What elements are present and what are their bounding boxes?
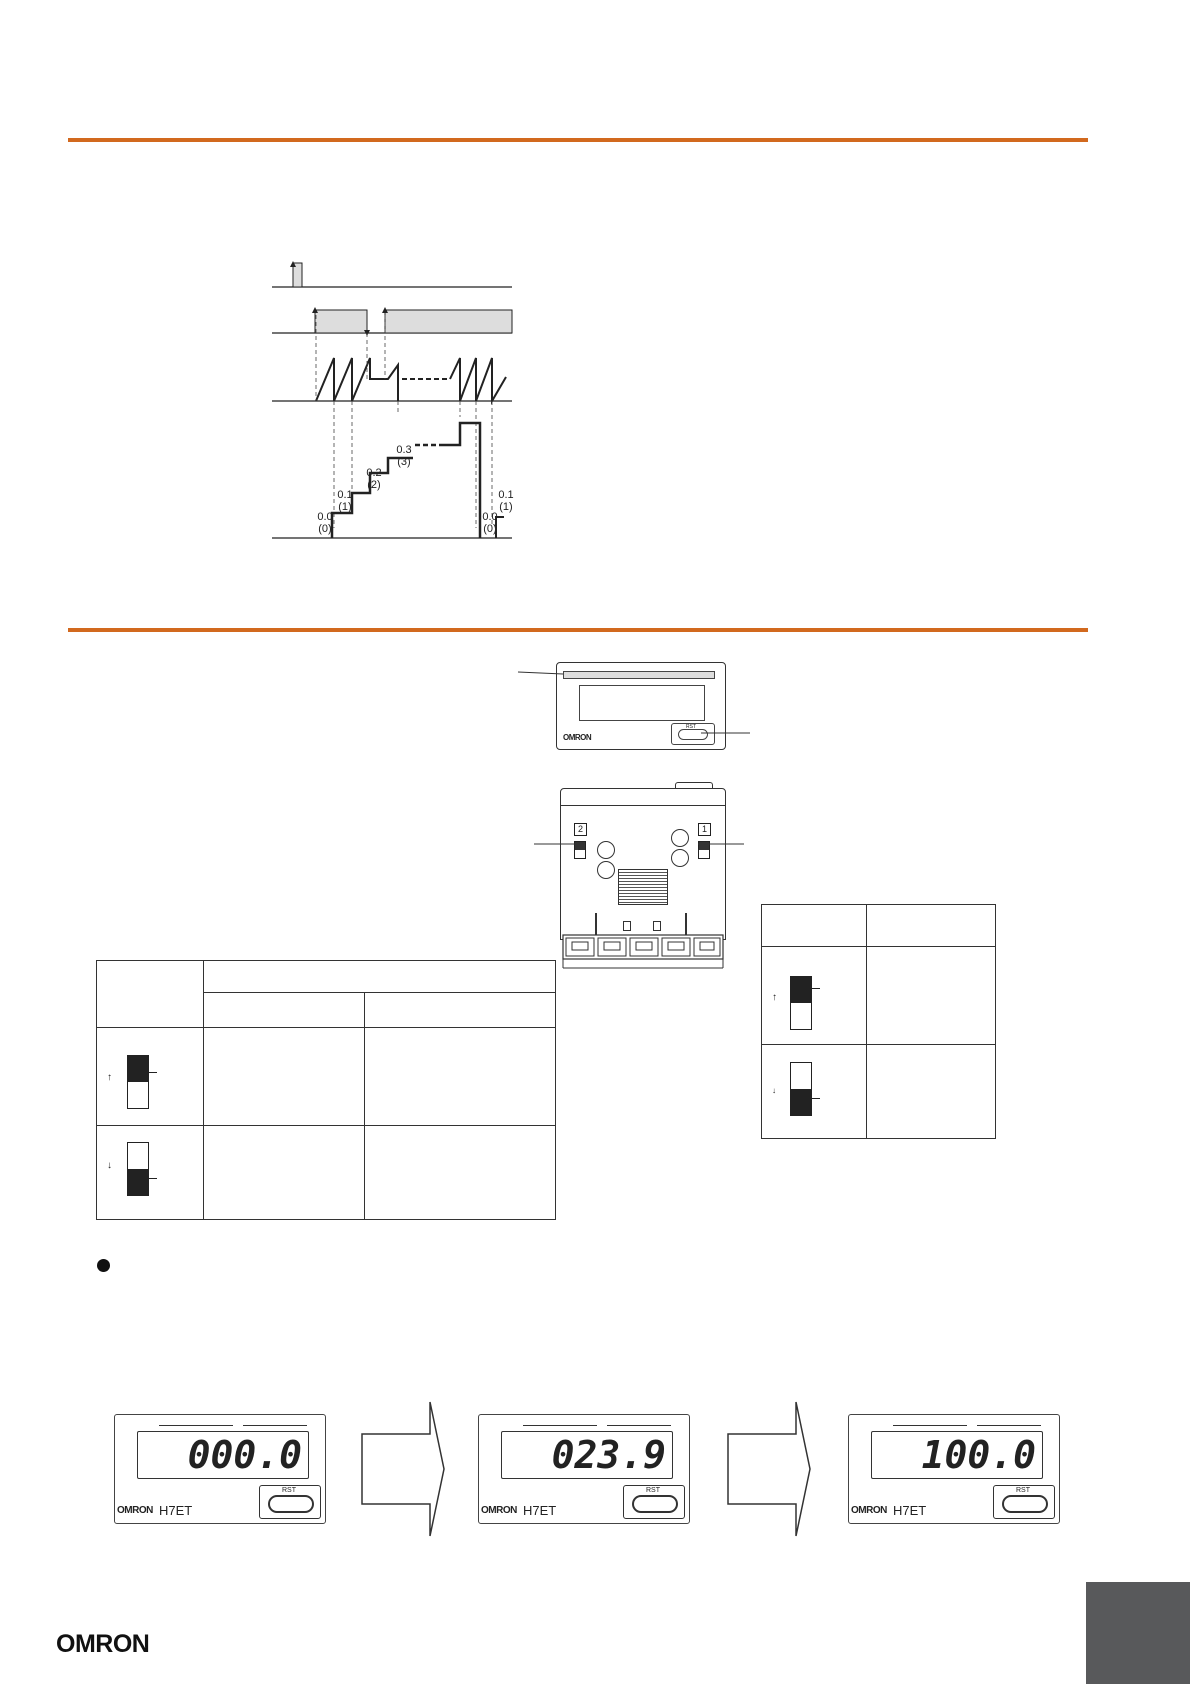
- screw-hole: [597, 861, 615, 879]
- up-arrow-icon: ↑: [107, 1072, 112, 1084]
- label-line: [977, 1425, 1041, 1426]
- count-label-6: [497, 489, 515, 513]
- switch-1-table: [761, 904, 996, 1139]
- count-label-count: (0): [483, 523, 497, 535]
- lcd-screen: [871, 1431, 1043, 1479]
- counter-value: 023.9: [551, 1433, 666, 1477]
- count-label-5: [481, 511, 499, 535]
- counter-value: 000.0: [187, 1433, 302, 1477]
- reset-key-arrows-icon: [268, 1495, 314, 1513]
- switch-leader: [147, 1072, 157, 1073]
- count-label-count: (1): [499, 501, 513, 513]
- down-arrow-icon: ↓: [107, 1160, 112, 1172]
- dip-switch-down-icon: [127, 1142, 149, 1196]
- reset-key-label: RST: [686, 724, 696, 730]
- rear-case: [560, 788, 726, 940]
- label-line: [159, 1425, 233, 1426]
- rear-case-top-band: [561, 789, 725, 806]
- table-header-cell: [365, 993, 556, 1027]
- dip-switch-down-icon: [790, 1062, 812, 1116]
- reset-key-label: RST: [1016, 1487, 1030, 1494]
- terminal-block: [562, 934, 728, 970]
- model-label: H7ET: [523, 1503, 557, 1518]
- brand-logo: OMRON: [851, 1505, 887, 1516]
- model-label: H7ET: [159, 1503, 193, 1518]
- switch-2-table: [96, 960, 556, 1220]
- reset-key[interactable]: [623, 1485, 685, 1519]
- reset-key-label: RST: [646, 1487, 660, 1494]
- count-label-value: 0.1: [498, 489, 514, 501]
- table-cell: [867, 947, 996, 1045]
- battery-label: [618, 869, 668, 905]
- count-label-count: (2): [367, 479, 381, 491]
- label-line: [893, 1425, 967, 1426]
- counter-display-2: [478, 1414, 690, 1524]
- reset-key[interactable]: [259, 1485, 321, 1519]
- terminal-mark: [623, 921, 631, 931]
- switch-2-number: 2: [574, 823, 587, 836]
- brand-logo: OMRON: [481, 1505, 517, 1516]
- count-label-value: 0.2: [366, 467, 382, 479]
- reset-key[interactable]: [993, 1485, 1055, 1519]
- footer-brand-logo: OMRON: [56, 1630, 150, 1658]
- bullet-icon: [97, 1259, 110, 1272]
- counter-display-3: [848, 1414, 1060, 1524]
- timing-chart: [270, 255, 520, 545]
- brand-logo: OMRON: [117, 1505, 153, 1516]
- dip-switch-up-icon: [127, 1055, 149, 1109]
- count-label-value: 0.1: [337, 489, 353, 501]
- count-label-2: [336, 489, 354, 513]
- counter-value: 100.0: [921, 1433, 1036, 1477]
- reset-key-arrows-icon: [1002, 1495, 1048, 1513]
- label-line: [243, 1425, 307, 1426]
- switch-up-cell: [762, 947, 867, 1045]
- count-label-4: [394, 444, 414, 468]
- brand-logo: OMRON: [563, 733, 592, 742]
- rear-panel-diagram: [560, 782, 726, 942]
- count-label-value: 0.3: [396, 444, 412, 456]
- table-header-cell: [867, 905, 996, 947]
- table-header-cell: [97, 961, 204, 1028]
- table-header-cell: [204, 961, 556, 993]
- count-label-value: 0.0: [317, 511, 333, 523]
- table-cell: [867, 1045, 996, 1139]
- terminal-mark: [653, 921, 661, 931]
- section-rule-middle: [68, 628, 1088, 632]
- front-panel-leaders: [515, 660, 755, 740]
- table-cell: [204, 1027, 365, 1125]
- model-label: H7ET: [893, 1503, 927, 1518]
- timing-row-input: [272, 307, 512, 336]
- label-line: [523, 1425, 597, 1426]
- count-label-value: 0.0: [482, 511, 498, 523]
- dip-switch-up-icon: [790, 976, 812, 1030]
- switch-up-cell: [97, 1027, 204, 1125]
- lcd-screen: [501, 1431, 673, 1479]
- switch-down-cell: [762, 1045, 867, 1139]
- lcd-screen: [137, 1431, 309, 1479]
- down-arrow-icon: ↓: [772, 1085, 776, 1095]
- count-label-count: (1): [338, 501, 352, 513]
- table-cell: [204, 1125, 365, 1219]
- reset-key-label: RST: [282, 1487, 296, 1494]
- table-cell: [365, 1027, 556, 1125]
- count-label-count: (0): [318, 523, 332, 535]
- count-label-1: [316, 511, 334, 535]
- reset-key-arrows-icon: [632, 1495, 678, 1513]
- page-tab: [1086, 1582, 1190, 1684]
- sequence-arrow-1: [360, 1400, 446, 1538]
- timing-row-reset: [272, 261, 512, 287]
- count-label-count: (3): [397, 456, 411, 468]
- counter-display-1: [114, 1414, 326, 1524]
- switch-down-cell: [97, 1125, 204, 1219]
- up-arrow-icon: ↑: [772, 991, 777, 1003]
- count-label-3: [364, 467, 384, 491]
- table-header-cell: [204, 993, 365, 1027]
- table-cell: [365, 1125, 556, 1219]
- switch-1-number: 1: [698, 823, 711, 836]
- switch-leader: [810, 988, 820, 989]
- screw-hole: [671, 849, 689, 867]
- rear-panel-leaders: [532, 838, 748, 850]
- section-rule-top: [68, 138, 1088, 142]
- label-line: [607, 1425, 671, 1426]
- sequence-arrow-2: [726, 1400, 812, 1538]
- timing-row-timebase: [272, 358, 512, 401]
- switch-leader: [810, 1098, 820, 1099]
- table-header-cell: [762, 905, 867, 947]
- switch-leader: [147, 1178, 157, 1179]
